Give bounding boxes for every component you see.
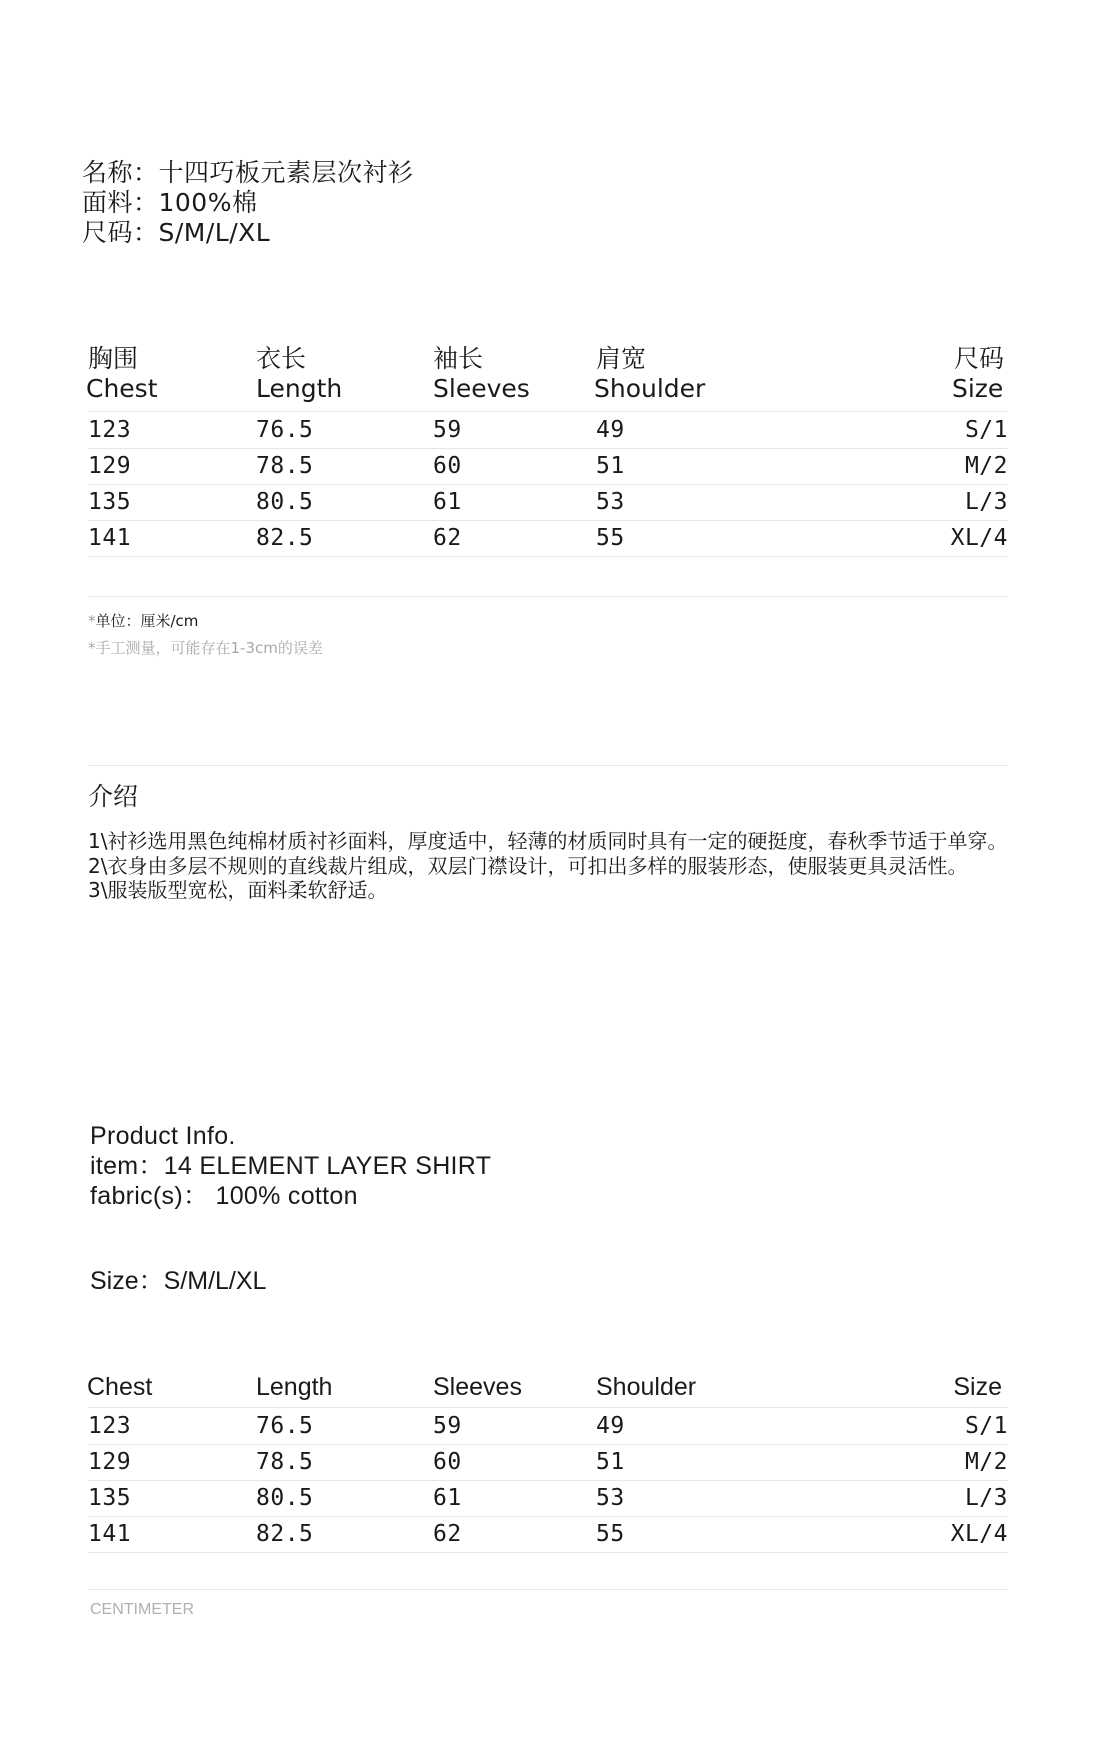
table-row	[88, 520, 1008, 557]
product-sizes: 尺码：S/M/L/XL	[82, 218, 271, 247]
table-row	[88, 1480, 1008, 1517]
header-sleeves-cn: 袖长	[433, 344, 484, 373]
table-row	[88, 448, 1008, 485]
header-length-cn: 衣长	[256, 344, 307, 373]
header-length	[256, 344, 342, 404]
tolerance-note: *手工测量，可能存在1-3cm的误差	[88, 639, 323, 657]
cell-length: 82.5	[256, 525, 314, 551]
cell-chest: 123	[88, 417, 132, 443]
cell-shoulder: 53	[596, 489, 625, 515]
header-shoulder: Shoulder	[596, 1373, 697, 1401]
cell-size: XL/4	[950, 1521, 1008, 1547]
product-fabric: 面料：100%棉	[82, 188, 258, 217]
product-info-heading: Product Info.	[90, 1122, 236, 1150]
unit-label-en: CENTIMETER	[90, 1601, 194, 1618]
table-row	[88, 1444, 1008, 1481]
header-chest-cn: 胸围	[88, 344, 139, 373]
header-sleeves-en: Sleeves	[433, 374, 530, 403]
header-length: Length	[256, 1373, 333, 1401]
product-sizes-en: Size：S/M/L/XL	[90, 1267, 267, 1295]
cell-length: 80.5	[256, 489, 314, 515]
cell-sleeves: 62	[433, 1521, 462, 1547]
size-table-cn	[88, 344, 1008, 559]
intro-paragraph: 1\衬衫选用黑色纯棉材质衬衫面料，厚度适中，轻薄的材质同时具有一定的硬挺度，春秋季节适于单穿。	[88, 829, 1008, 853]
header-size-en: Size	[951, 374, 1004, 403]
cell-size: M/2	[964, 453, 1008, 479]
cell-chest: 135	[88, 1485, 132, 1511]
cell-size: S/1	[964, 1413, 1008, 1439]
unit-note: *单位：厘米/cm	[88, 612, 199, 630]
product-name: 名称：十四巧板元素层次衬衫	[82, 158, 414, 187]
size-table-en	[88, 1372, 1008, 1562]
cell-sleeves: 61	[433, 1485, 462, 1511]
cell-sleeves: 62	[433, 525, 462, 551]
header-chest	[88, 344, 158, 404]
divider	[88, 596, 1008, 597]
cell-length: 82.5	[256, 1521, 314, 1547]
intro-title: 介绍	[88, 782, 139, 811]
intro-paragraph: 2\衣身由多层不规则的直线裁片组成，双层门襟设计，可扣出多样的服装形态，使服装更具灵活性。	[88, 853, 968, 878]
product-fabric-en: fabric(s)： 100% cotton	[90, 1182, 358, 1210]
cell-sleeves: 59	[433, 1413, 462, 1439]
cell-shoulder: 51	[596, 1449, 625, 1475]
divider	[88, 765, 1008, 766]
table-row	[88, 484, 1008, 521]
table-row	[88, 1516, 1008, 1553]
cell-chest: 135	[88, 489, 132, 515]
header-chest-en: Chest	[86, 374, 158, 403]
divider	[88, 1589, 1008, 1590]
cell-shoulder: 53	[596, 1485, 625, 1511]
cell-size: M/2	[964, 1449, 1008, 1475]
intro-body	[88, 829, 1008, 903]
cell-shoulder: 55	[596, 525, 625, 551]
product-info-cn	[82, 158, 414, 248]
table-row	[88, 1408, 1008, 1445]
cell-length: 78.5	[256, 1449, 314, 1475]
table-row	[88, 412, 1008, 449]
cell-size: L/3	[964, 489, 1008, 515]
cell-shoulder: 49	[596, 417, 625, 443]
product-item: item：14 ELEMENT LAYER SHIRT	[90, 1152, 492, 1180]
cell-chest: 141	[88, 1521, 132, 1547]
header-shoulder-en: Shoulder	[594, 374, 706, 403]
cell-shoulder: 51	[596, 453, 625, 479]
cell-shoulder: 55	[596, 1521, 625, 1547]
cell-shoulder: 49	[596, 1413, 625, 1439]
cell-sleeves: 60	[433, 453, 462, 479]
cell-length: 80.5	[256, 1485, 314, 1511]
cell-chest: 141	[88, 525, 132, 551]
unit-note-text: 单位：厘米/cm	[95, 612, 199, 630]
header-size: Size	[953, 1373, 1002, 1401]
header-size-cn: 尺码	[953, 344, 1004, 373]
cell-length: 78.5	[256, 453, 314, 479]
cell-size: S/1	[964, 417, 1008, 443]
cell-size: L/3	[964, 1485, 1008, 1511]
header-sleeves	[433, 344, 530, 404]
header-size	[951, 344, 1004, 404]
cell-sleeves: 60	[433, 1449, 462, 1475]
cell-sleeves: 61	[433, 489, 462, 515]
cell-length: 76.5	[256, 1413, 314, 1439]
cell-length: 76.5	[256, 417, 314, 443]
header-chest: Chest	[87, 1373, 153, 1401]
cell-sleeves: 59	[433, 417, 462, 443]
product-info-en	[90, 1121, 491, 1211]
header-length-en: Length	[256, 374, 343, 403]
header-shoulder	[596, 344, 705, 404]
cell-chest: 123	[88, 1413, 132, 1439]
header-shoulder-cn: 肩宽	[596, 344, 647, 373]
tolerance-note-text: 手工测量，可能存在1-3cm的误差	[95, 639, 323, 657]
intro-paragraph: 3\服装版型宽松，面料柔软舒适。	[88, 878, 388, 902]
cell-chest: 129	[88, 1449, 132, 1475]
cell-chest: 129	[88, 453, 132, 479]
header-sleeves: Sleeves	[433, 1373, 522, 1401]
cell-size: XL/4	[950, 525, 1008, 551]
